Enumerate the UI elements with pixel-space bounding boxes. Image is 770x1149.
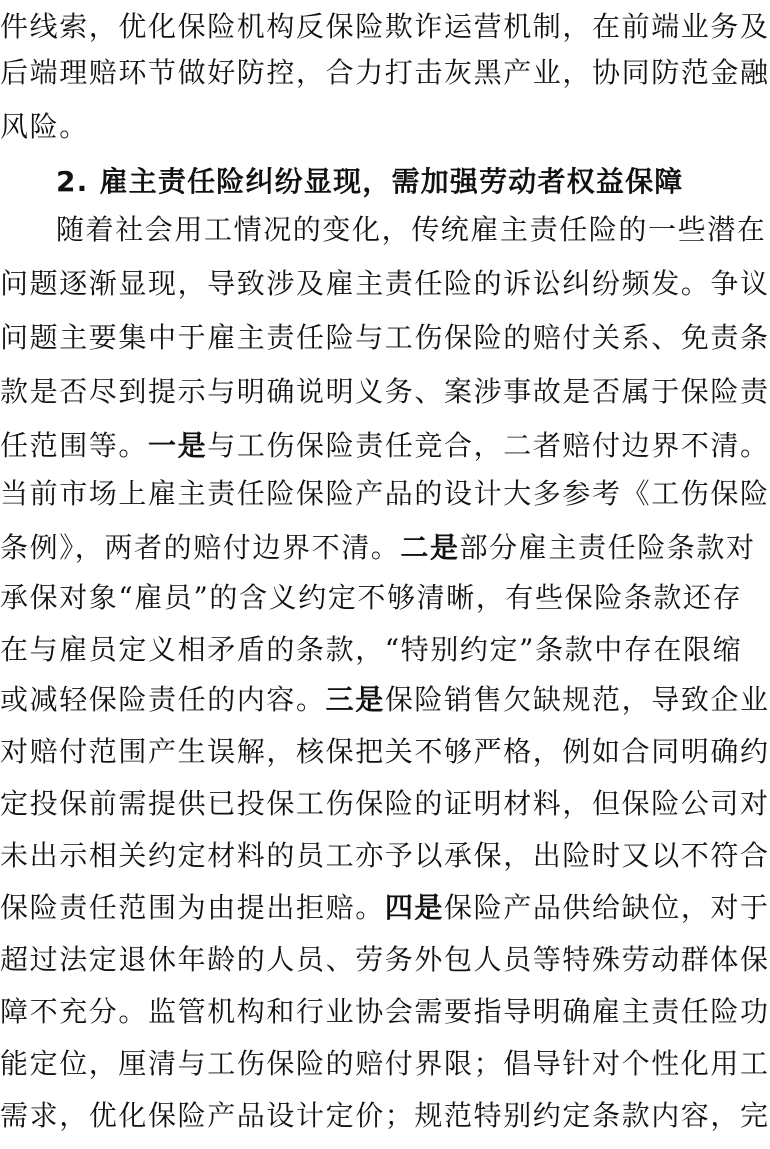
text-segment: 与工伤保险责任竞合，二者赔付边界不清。 [207, 429, 770, 462]
keyword-first: 一是 [148, 429, 208, 462]
paragraph-line: 风险。 [0, 110, 89, 143]
paragraph-line: 承保对象“雇员”的含义约定不够清晰，有些保险条款还存 [0, 581, 743, 614]
paragraph-line: 对赔付范围产生误解，核保把关不够严格，例如合同明确约 [0, 735, 770, 768]
paragraph-line: 超过法定退休年龄的人员、劳务外包人员等特殊劳动群体保 [0, 943, 770, 976]
text-segment: 或减轻保险责任的内容。 [0, 683, 326, 716]
paragraph-line: 需求，优化保险产品设计定价；规范特别约定条款内容，完 [0, 1099, 770, 1132]
paragraph-line: 随着社会用工情况的变化，传统雇主责任险的一些潜在 [56, 213, 767, 246]
paragraph-line: 款是否尽到提示与明确说明义务、案涉事故是否属于保险责 [0, 375, 770, 408]
section-heading: 2. 雇主责任险纠纷显现，需加强劳动者权益保障 [56, 165, 684, 198]
paragraph-line [0, 882, 770, 934]
paragraph-line: 问题逐渐显现，导致涉及雇主责任险的诉讼纠纷频发。争议 [0, 267, 770, 300]
keyword-second: 二是 [400, 531, 460, 564]
paragraph-line: 问题主要集中于雇主责任险与工伤保险的赔付关系、免责条 [0, 321, 770, 354]
paragraph-line: 当前市场上雇主责任险保险产品的设计大多参考《工伤保险 [0, 477, 770, 510]
keyword-third: 三是 [325, 683, 385, 716]
text-segment: 保险产品供给缺位，对于 [444, 891, 770, 924]
paragraph-line: 未出示相关约定材料的员工亦予以承保，出险时又以不符合 [0, 839, 770, 872]
paragraph-line: 件线索，优化保险机构反保险欺诈运营机制，在前端业务及 [0, 10, 770, 43]
text-segment: 条例》，两者的赔付边界不清。 [0, 531, 401, 564]
paragraph-line: 障不充分。监管机构和行业协会需要指导明确雇主责任险功 [0, 995, 770, 1028]
paragraph-line: 定投保前需提供已投保工伤保险的证明材料，但保险公司对 [0, 787, 770, 820]
paragraph-line: 在与雇员定义相矛盾的条款，“特别约定”条款中存在限缩 [0, 633, 743, 666]
paragraph-line [0, 420, 770, 472]
text-segment: 部分雇主责任险条款对 [459, 531, 756, 564]
paragraph-line: 后端理赔环节做好防控，合力打击灰黑产业，协同防范金融 [0, 56, 770, 89]
keyword-fourth: 四是 [384, 891, 445, 924]
paragraph-line: 能定位，厘清与工伤保险的赔付界限；倡导针对个性化用工 [0, 1047, 770, 1080]
text-segment: 任范围等。 [0, 429, 149, 462]
paragraph-line [0, 674, 770, 726]
paragraph-line [0, 522, 756, 574]
text-segment: 保险销售欠缺规范，导致企业 [384, 683, 770, 716]
text-segment: 保险责任范围为由提出拒赔。 [0, 891, 385, 924]
